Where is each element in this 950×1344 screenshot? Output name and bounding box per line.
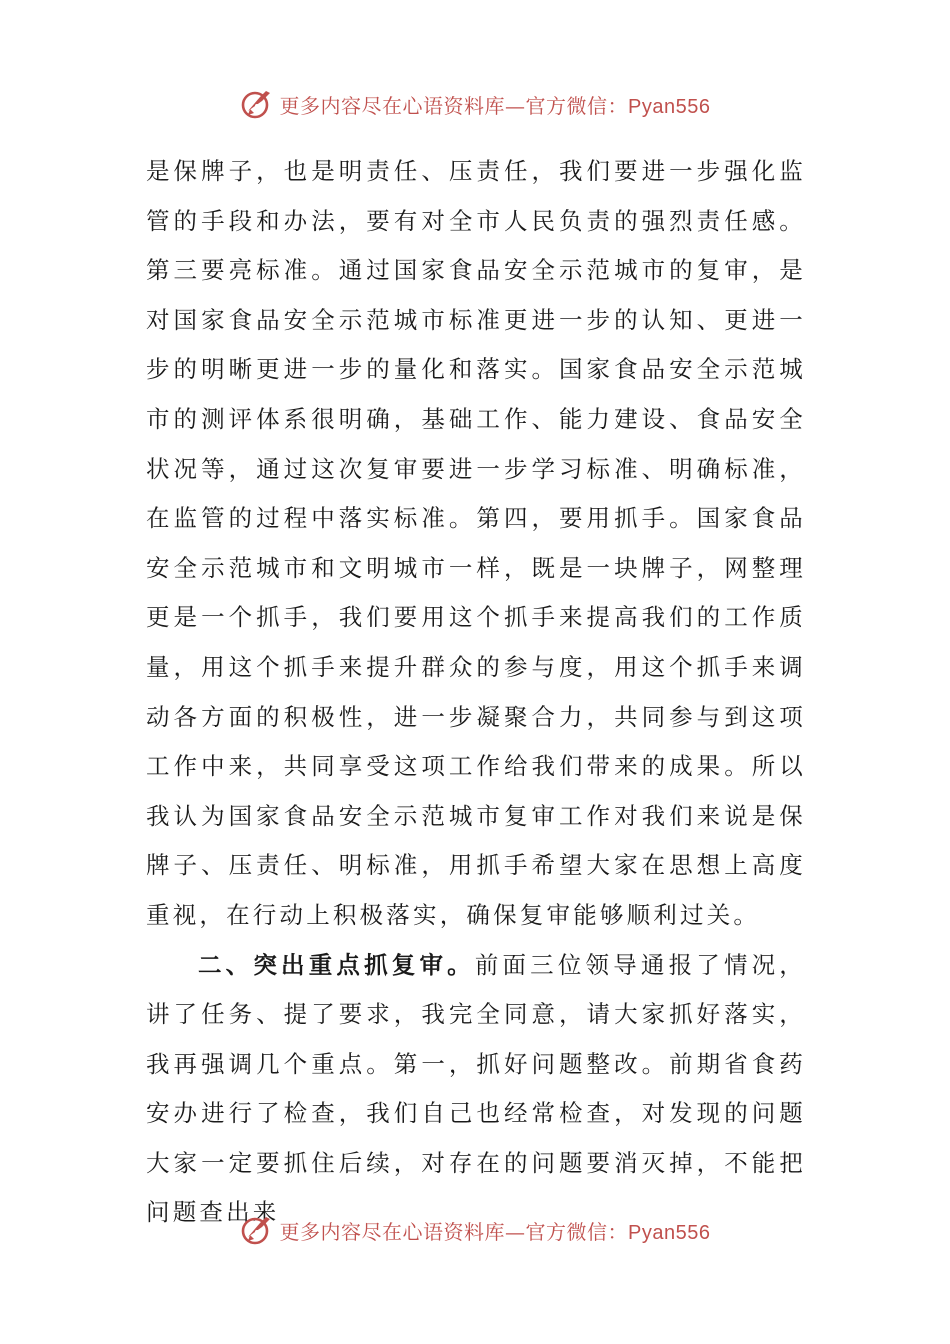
section-2-text: 前面三位领导通报了情况，讲了任务、提了要求，我完全同意，请大家抓好落实，我再强调几个重点。第一，抓好问题整改。前期省食药安办进行了检查，我们自己也经常检查，对发现的问题大家一定要抓住后续，对存在的问题要消灭掉，不能把问题查出来 [146,950,806,1227]
header-banner [0,84,950,124]
footer-banner-text [280,1216,711,1245]
footer-dash: — [505,1219,526,1244]
footer-banner [0,1210,950,1250]
header-dash: — [505,93,526,118]
document-body [146,147,806,1238]
header-wechat-id: Pyan556 [628,95,711,118]
footer-wechat-label: 官方微信： [525,1219,629,1244]
header-brand: 更多内容尽在心语资料库 [279,93,506,118]
pen-nib-logo-icon [240,87,274,121]
footer-wechat-id: Pyan556 [628,1221,711,1244]
section-2-heading: 二、突出重点抓复审。 [198,950,475,979]
footer-brand: 更多内容尽在心语资料库 [279,1219,506,1244]
paragraph-1: 是保牌子，也是明责任、压责任，我们要进一步强化监管的手段和办法，要有对全市人民负责的强烈责任感。第三要亮标准。通过国家食品安全示范城市的复审，是对国家食品安全示范城市标准更进一步的认知、更进一步的明晰更进一步的量化和落实。国家食品安全示范城市的测评体系很明确，基础工作、能力建设、食品安全状况等，通过这次复审要进一步学习标准、明确标准，在监管的过程中落实标准。第四，要用抓手。国家食品安全示范城市和文明城市一样，既是一块牌子，网整理更是一个抓手，我们要用这个抓手来提高我们的工作质量，用这个抓手来提升群众的参与度，用这个抓手来调动各方面的积极性，进一步凝聚合力，共同参与到这项工作中来，共同享受这项工作给我们带来的成果。所以我认为国家食品安全示范城市复审工作对我们来说是保牌子、压责任、明标准，用抓手希望大家在思想上高度重视，在行动上积极落实，确保复审能够顺利过关。 [146,157,806,929]
paragraph-2 [146,941,806,1239]
pen-nib-logo-icon [240,1213,274,1247]
header-banner-text [280,90,711,119]
header-wechat-label: 官方微信： [525,93,629,118]
